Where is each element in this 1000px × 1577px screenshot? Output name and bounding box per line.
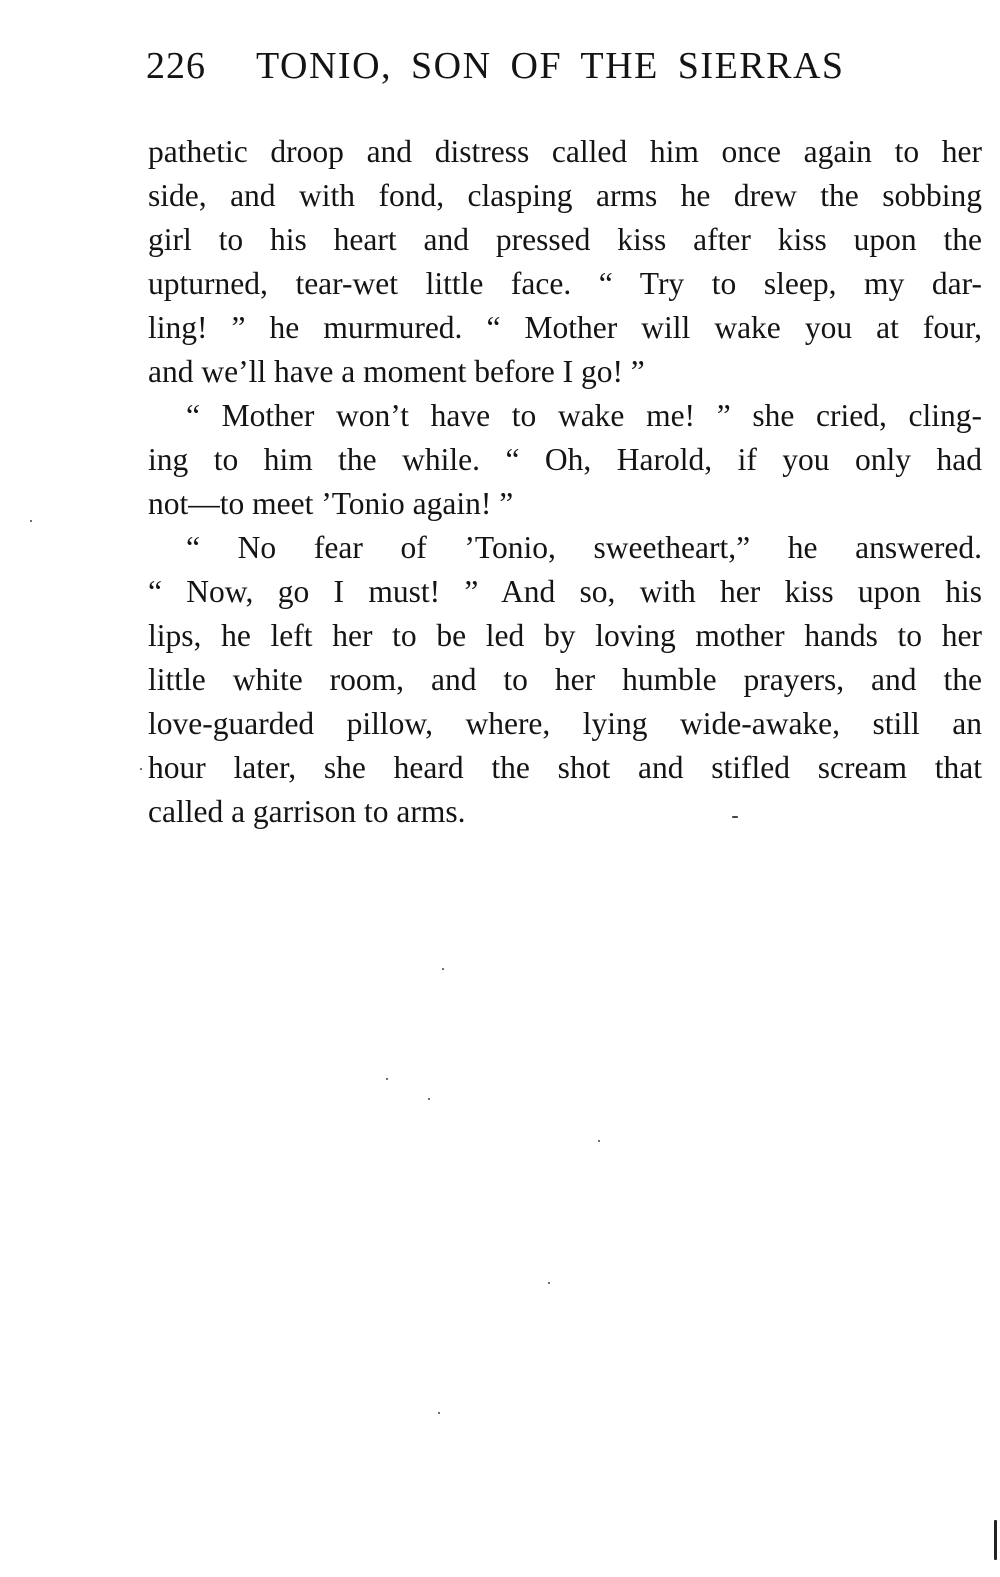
text-line: girl to his heart and pressed kiss after kiss upon the	[148, 222, 982, 257]
page-number: 226	[146, 45, 206, 87]
text-line: pathetic droop and distress called him once again to her	[148, 134, 982, 169]
scan-speck	[548, 1282, 550, 1284]
text-line: not—to meet ’Tonio again! ”	[148, 486, 514, 521]
scan-speck	[994, 1520, 997, 1560]
running-head	[146, 44, 982, 92]
text-line: and we’ll have a moment before I go! ”	[148, 354, 645, 389]
text-line: “ No fear of ’Tonio, sweetheart,” he answered.	[186, 530, 982, 565]
text-line: lips, he left her to be led by loving mother hands to her	[148, 618, 982, 653]
text-line: hour later, she heard the shot and stifled scream that	[148, 750, 982, 785]
scan-speck	[386, 1078, 388, 1080]
text-line: love-guarded pillow, where, lying wide-awake, still an	[148, 706, 982, 741]
scan-speck	[442, 968, 444, 970]
book-title: TONIO, SON OF THE SIERRAS	[256, 45, 845, 87]
text-line: “ Now, go I must! ” And so, with her kiss upon his	[148, 574, 982, 609]
scan-speck	[140, 768, 142, 770]
scan-speck	[438, 1412, 440, 1414]
text-line: ling! ” he murmured. “ Mother will wake you at four,	[148, 310, 982, 345]
text-line: side, and with fond, clasping arms he drew the sobbing	[148, 178, 982, 213]
text-line: upturned, tear-wet little face. “ Try to sleep, my dar-	[148, 266, 982, 301]
scan-speck	[428, 1098, 430, 1100]
text-line: called a garrison to arms.	[148, 794, 466, 829]
text-line: ing to him the while. “ Oh, Harold, if you only had	[148, 442, 982, 477]
body-text	[148, 130, 982, 834]
scan-speck	[30, 520, 32, 522]
scan-speck	[598, 1140, 600, 1142]
text-line: “ Mother won’t have to wake me! ” she cried, cling-	[186, 398, 982, 433]
scan-speck	[732, 816, 738, 818]
text-line: little white room, and to her humble prayers, and the	[148, 662, 982, 697]
